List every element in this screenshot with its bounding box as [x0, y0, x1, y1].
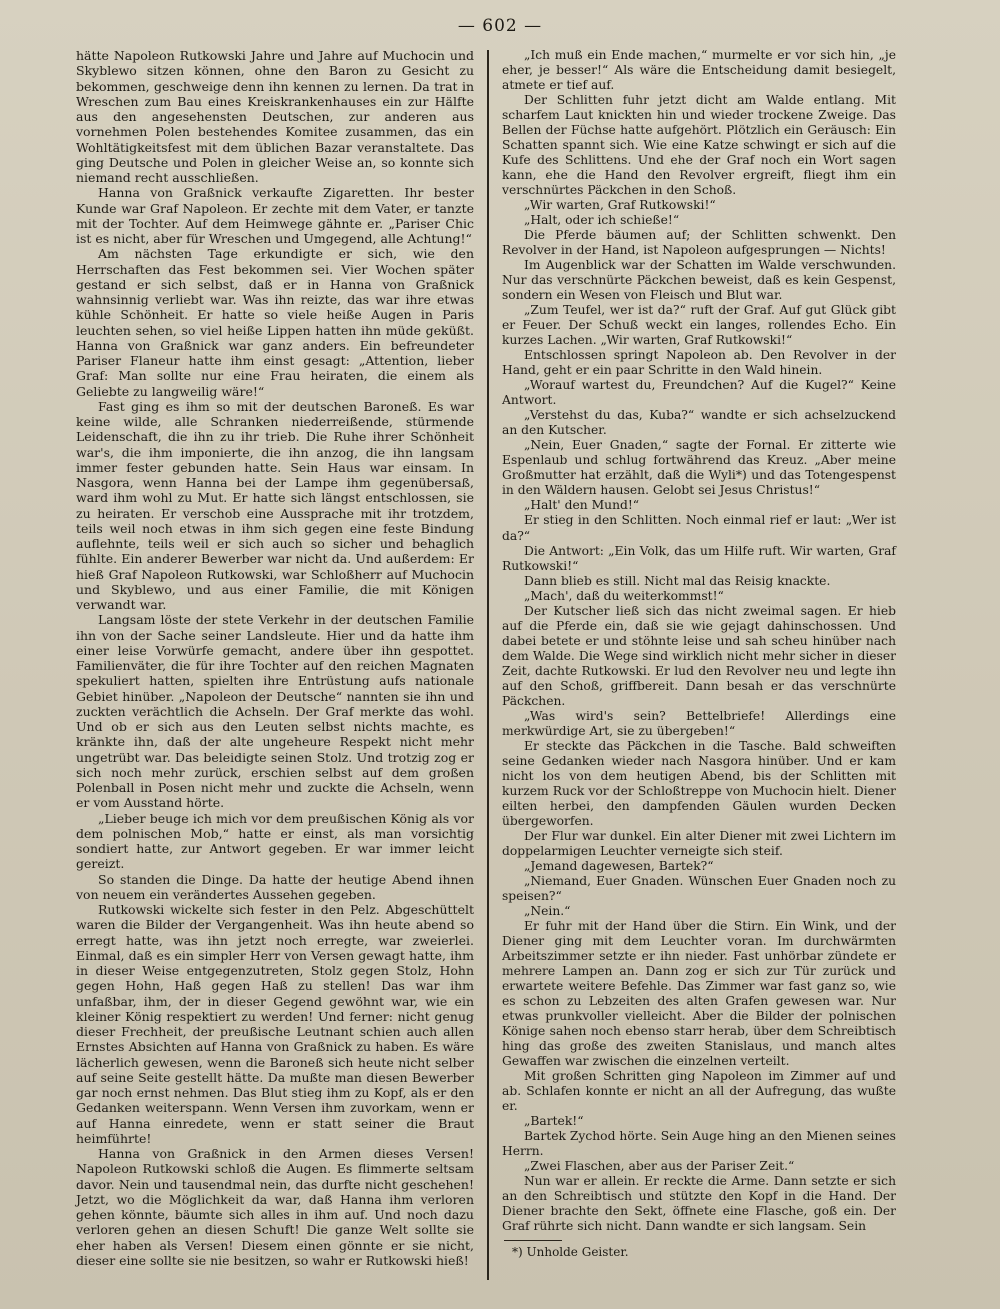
paragraph: „Worauf wartest du, Freundchen? Auf die Kugel?“ Keine Antwort. — [502, 378, 896, 408]
right-column — [502, 48, 896, 1234]
paragraph: Er steckte das Päckchen in die Tasche. Bald schweiften seine Gedanken wieder nach Nasgora hinüber. Und er kam nicht los von dem heutigen Abend, bis der Schlitten mit kurzem Ruck vor der Schloßtreppe von Muchocin hielt. Diener eilten herbei, den dampfenden Gäulen wurden Decken übergeworfen. — [502, 738, 896, 828]
page-number: — 602 — — [457, 16, 543, 36]
footnote-rule — [504, 1240, 562, 1241]
paragraph: Fast ging es ihm so mit der deutschen Baroneß. Es war keine wilde, alle Schranken niederreißende, stürmende Leidenschaft, die ihn zu ihr trieb. Die Ruhe ihrer Schönheit war's, die ihm imponierte, die ihn anzog, die ihn langsam immer fester gebunden hatte. Sein Haus war einsam. In Nasgora, wenn Hanna bei der Lampe ihm gegenübersaß, ward ihm wohl zu Mut. Er hatte sich längst entschlossen, sie zu heiraten. Er verschob eine Aussprache mit ihr trotzdem, teils weil noch etwas in ihm sich gegen eine feste Bindung auflehnte, teils weil er sich auch so sicher und behaglich fühlte. Ein anderer Bewerber war nicht da. Und außerdem: Er hieß Graf Napoleon Rutkowski, war Schloßherr auf Muchocin und Skyblewo, und aus einer Familie, die mit Königen verwandt war. — [76, 398, 474, 612]
paragraph: Nun war er allein. Er reckte die Arme. Dann setzte er sich an den Schreibtisch und stützte den Kopf in die Hand. Der Diener brachte den Sekt, öffnete eine Flasche, goß ein. Der Graf rührte sich nicht. Dann wandte er sich langsam. Sein — [502, 1174, 896, 1234]
paragraph: „Nein, Euer Gnaden,“ sagte der Fornal. Er zitterte wie Espenlaub und schlug fortwährend das Kreuz. „Aber meine Großmutter hat erzählt, daß die Wyli*) und das Totengespenst in den Wäldern hausen. Gelobt sei Jesus Christus!“ — [502, 438, 896, 498]
column-divider — [487, 50, 489, 1280]
paragraph: „Niemand, Euer Gnaden. Wünschen Euer Gnaden noch zu speisen?“ — [502, 873, 896, 903]
paragraph: Entschlossen springt Napoleon ab. Den Revolver in der Hand, geht er ein paar Schritte in den Wald hinein. — [502, 348, 896, 378]
paragraph: Hanna von Graßnick verkaufte Zigaretten. Ihr bester Kunde war Graf Napoleon. Er zechte mit dem Vater, er tanzte mit der Tochter. Auf dem Heimwege gähnte er. „Pariser Chic ist es nicht, aber für Wreschen und Umgegend, alle Achtung!“ — [76, 185, 474, 246]
paragraph: „Lieber beuge ich mich vor dem preußischen König als vor dem polnischen Mob,“ hatte er einst, als man vorsichtig sondiert hatte, zur Antwort gegeben. Er war immer leicht gereizt. — [76, 810, 474, 872]
paragraph: Mit großen Schritten ging Napoleon im Zimmer auf und ab. Schlafen konnte er nicht an all der Aufregung, das wußte er. — [502, 1069, 896, 1114]
paragraph: So standen die Dinge. Da hatte der heutige Abend ihnen von neuem ein verändertes Aussehen gegeben. — [76, 871, 474, 902]
paragraph: Er stieg in den Schlitten. Noch einmal rief er laut: „Wer ist da?“ — [502, 513, 896, 543]
paragraph: Die Antwort: „Ein Volk, das um Hilfe ruft. Wir warten, Graf Rutkowski!“ — [502, 543, 896, 573]
paragraph: „Zum Teufel, wer ist da?“ ruft der Graf. Auf gut Glück gibt er Feuer. Der Schuß weckt ein langes, rollendes Echo. Ein kurzes Lachen. „Wir warten, Graf Rutkowski!“ — [502, 303, 896, 348]
paragraph: „Ich muß ein Ende machen,“ murmelte er vor sich hin, „je eher, je besser!“ Als wäre die Entscheidung damit besiegelt, atmete er tief auf. — [502, 48, 896, 93]
paragraph: Im Augenblick war der Schatten im Walde verschwunden. Nur das verschnürte Päckchen beweist, daß es kein Gespenst, sondern ein Wesen von Fleisch und Blut war. — [502, 258, 896, 303]
paragraph: hätte Napoleon Rutkowski Jahre und Jahre auf Muchocin und Skyblewo sitzen können, ohne den Baron zu Gesicht zu bekommen, geschweige denn ihn kennen zu lernen. Da trat in Wreschen zum Bau eines Kreiskrankenhauses ein zur Hälfte aus den angesehensten Deutschen, zur anderen aus vornehmen Polen bestehendes Komitee zusammen, das ein Wohltätigkeitsfest mit dem üblichen Bazar veranstaltete. Das ging Deutsche und Polen in gleicher Weise an, so konnte sich niemand recht ausschließen. — [76, 48, 474, 185]
paragraph: „Mach', daß du weiterkommst!“ — [524, 588, 724, 603]
paragraph: „Was wird's sein? Bettelbriefe! Allerdings eine merkwürdige Art, sie zu übergeben!“ — [502, 708, 896, 738]
paragraph: Der Flur war dunkel. Ein alter Diener mit zwei Lichtern im doppelarmigen Leuchter verneigte sich steif. — [502, 828, 896, 858]
paragraph: Hanna von Graßnick in den Armen dieses Versen! Napoleon Rutkowski schloß die Augen. Es flimmerte seltsam davor. Nein und tausendmal nein, das durfte nicht geschehen! Jetzt, wo die Möglichkeit da war, daß Hanna ihm verloren gehen könnte, bäumte sich alles in ihm auf. Und noch dazu verloren gehen an diesen Schuft! Die ganze Welt sollte sie eher haben als Versen! Diesem einen gönnte er sie nicht, dieser eine sollte sie nie besitzen, so wahr er Rutkowski hieß! — [76, 1146, 474, 1268]
paragraph: Langsam löste der stete Verkehr in der deutschen Familie ihn von der Sache seiner Landsleute. Hier und da hatte ihm einer leise Vorwürfe gemacht, andere über ihn gespottet. Familienväter, die für ihre Tochter auf den reichen Magnaten spekuliert hatten, spielten ihre Entrüstung aufs nationale Gebiet hinüber. „Napoleon der Deutsche“ nannten sie ihn und zuckten verächtlich die Achseln. Der Graf merkte das wohl. Und ob er sich aus den Leuten selbst nichts machte, es kränkte ihn, daß der alte ungeheure Respekt nicht mehr ungetrübt war. Das beleidigte seinen Stolz. Und trotzig zog er sich noch mehr zurück, erschien selbst auf dem großen Polenball in Posen nicht mehr und zuckte die Achseln, wenn er vom Ausstand hörte. — [76, 612, 474, 811]
paragraph: Am nächsten Tage erkundigte er sich, wie den Herrschaften das Fest bekommen sei. Vier Wochen später gestand er sich selbst, daß er in Hanna von Graßnick wahnsinnig verliebt war. Was ihn reizte, das war ihre etwas kühle Schönheit. Er hatte so viele heiße Augen in Paris leuchten sehen, so viel heiße Lippen hatten ihn müde geküßt. Hanna von Graßnick war ganz anders. Ein befreundeter Pariser Flaneur hatte ihm einst gesagt: „Attention, lieber Graf: Man sollte nur eine Frau heiraten, die einem als Geliebte zu langweilig wäre!“ — [76, 246, 474, 399]
paragraph: „Zwei Flaschen, aber aus der Pariser Zeit.“ — [524, 1159, 795, 1174]
paragraph: Bartek Zychod hörte. Sein Auge hing an den Mienen seines Herrn. — [502, 1129, 896, 1159]
paragraph: Der Schlitten fuhr jetzt dicht am Walde entlang. Mit scharfem Laut knickten hin und wieder trockene Zweige. Das Bellen der Füchse hatte aufgehört. Plötzlich ein Geräusch: Ein Schatten spannt sich. Wie eine Katze schwingt er sich auf die Kufe des Schlittens. Und ehe der Graf noch ein Wort sagen kann, ehe die Hand den Revolver ergreift, fliegt ihm ein verschnürtes Päckchen in den Schoß. — [502, 93, 896, 198]
left-column — [76, 48, 474, 1268]
paragraph: Er fuhr mit der Hand über die Stirn. Ein Wink, und der Diener ging mit dem Leuchter voran. Im durchwärmten Arbeitszimmer setzte er ihn nieder. Fast unhörbar zündete er mehrere Lampen an. Dann zog er sich zur Tür zurück und erwartete weitere Befehle. Das Zimmer war fast ganz so, wie es schon zu Lebzeiten des alten Grafen gewesen war. Nur etwas prunkvoller vielleicht. Aber die Bilder der polnischen Könige sahen noch ebenso starr herab, über dem Schreibtisch hing das große des zweiten Stanislaus, und manch altes Gewaffen war zwischen die einzelnen verteilt. — [502, 918, 896, 1069]
paragraph: Rutkowski wickelte sich fester in den Pelz. Abgeschüttelt waren die Bilder der Vergangenheit. Was ihn heute abend so erregt hatte, was ihn jetzt noch erregte, war zweierlei. Einmal, daß es ein simpler Herr von Versen gewagt hatte, ihm in dieser Weise entgegenzutreten, Stolz gegen Stolz, Hohn gegen Hohn, Haß gegen Haß zu stellen! Das war ihm unfaßbar, ihm, der in dieser Gegend gewöhnt war, wie ein kleiner König respektiert zu werden! Und ferner: nicht genug dieser Frechheit, der preußische Leutnant schien auch allen Ernstes Absichten auf Hanna von Graßnick zu haben. Es wäre lächerlich gewesen, wenn die Baroneß sich heute nicht selber auf seine Seite gestellt hätte. Da mußte man diesen Bewerber gar noch ernst nehmen. Das Blut stieg ihm zu Kopf, als er den Gedanken weiterspann. Wenn Versen ihm zuvorkam, wenn er auf Hanna einredete, wenn er statt seiner die Braut heimführte! — [76, 902, 474, 1146]
paragraph: „Halt' den Mund!“ — [524, 498, 640, 513]
paragraph: Der Kutscher ließ sich das nicht zweimal sagen. Er hieb auf die Pferde ein, daß sie wie gejagt dahinschossen. Und dabei betete er und stöhnte leise und sah scheu hinüber nach dem Walde. Die Wege sind wirklich nicht mehr sicher in dieser Zeit, dachte Rutkowski. Er lud den Revolver neu und legte ihn auf den Schoß, griffbereit. Dann besah er das verschnürte Päckchen. — [502, 603, 896, 708]
footnote: *) Unholde Geister. — [512, 1245, 629, 1259]
paragraph: „Jemand dagewesen, Bartek?“ — [524, 858, 714, 873]
paragraph: Die Pferde bäumen auf; der Schlitten schwenkt. Den Revolver in der Hand, ist Napoleon aufgesprungen — Nichts! — [502, 228, 896, 258]
paragraph: „Halt, oder ich schieße!“ — [524, 213, 680, 228]
paragraph: „Verstehst du das, Kuba?“ wandte er sich achselzuckend an den Kutscher. — [502, 408, 896, 438]
paragraph: Dann blieb es still. Nicht mal das Reisig knackte. — [524, 573, 831, 588]
paragraph: „Bartek!“ — [524, 1114, 584, 1129]
paragraph: „Nein.“ — [524, 903, 571, 918]
paragraph: „Wir warten, Graf Rutkowski!“ — [524, 198, 716, 213]
